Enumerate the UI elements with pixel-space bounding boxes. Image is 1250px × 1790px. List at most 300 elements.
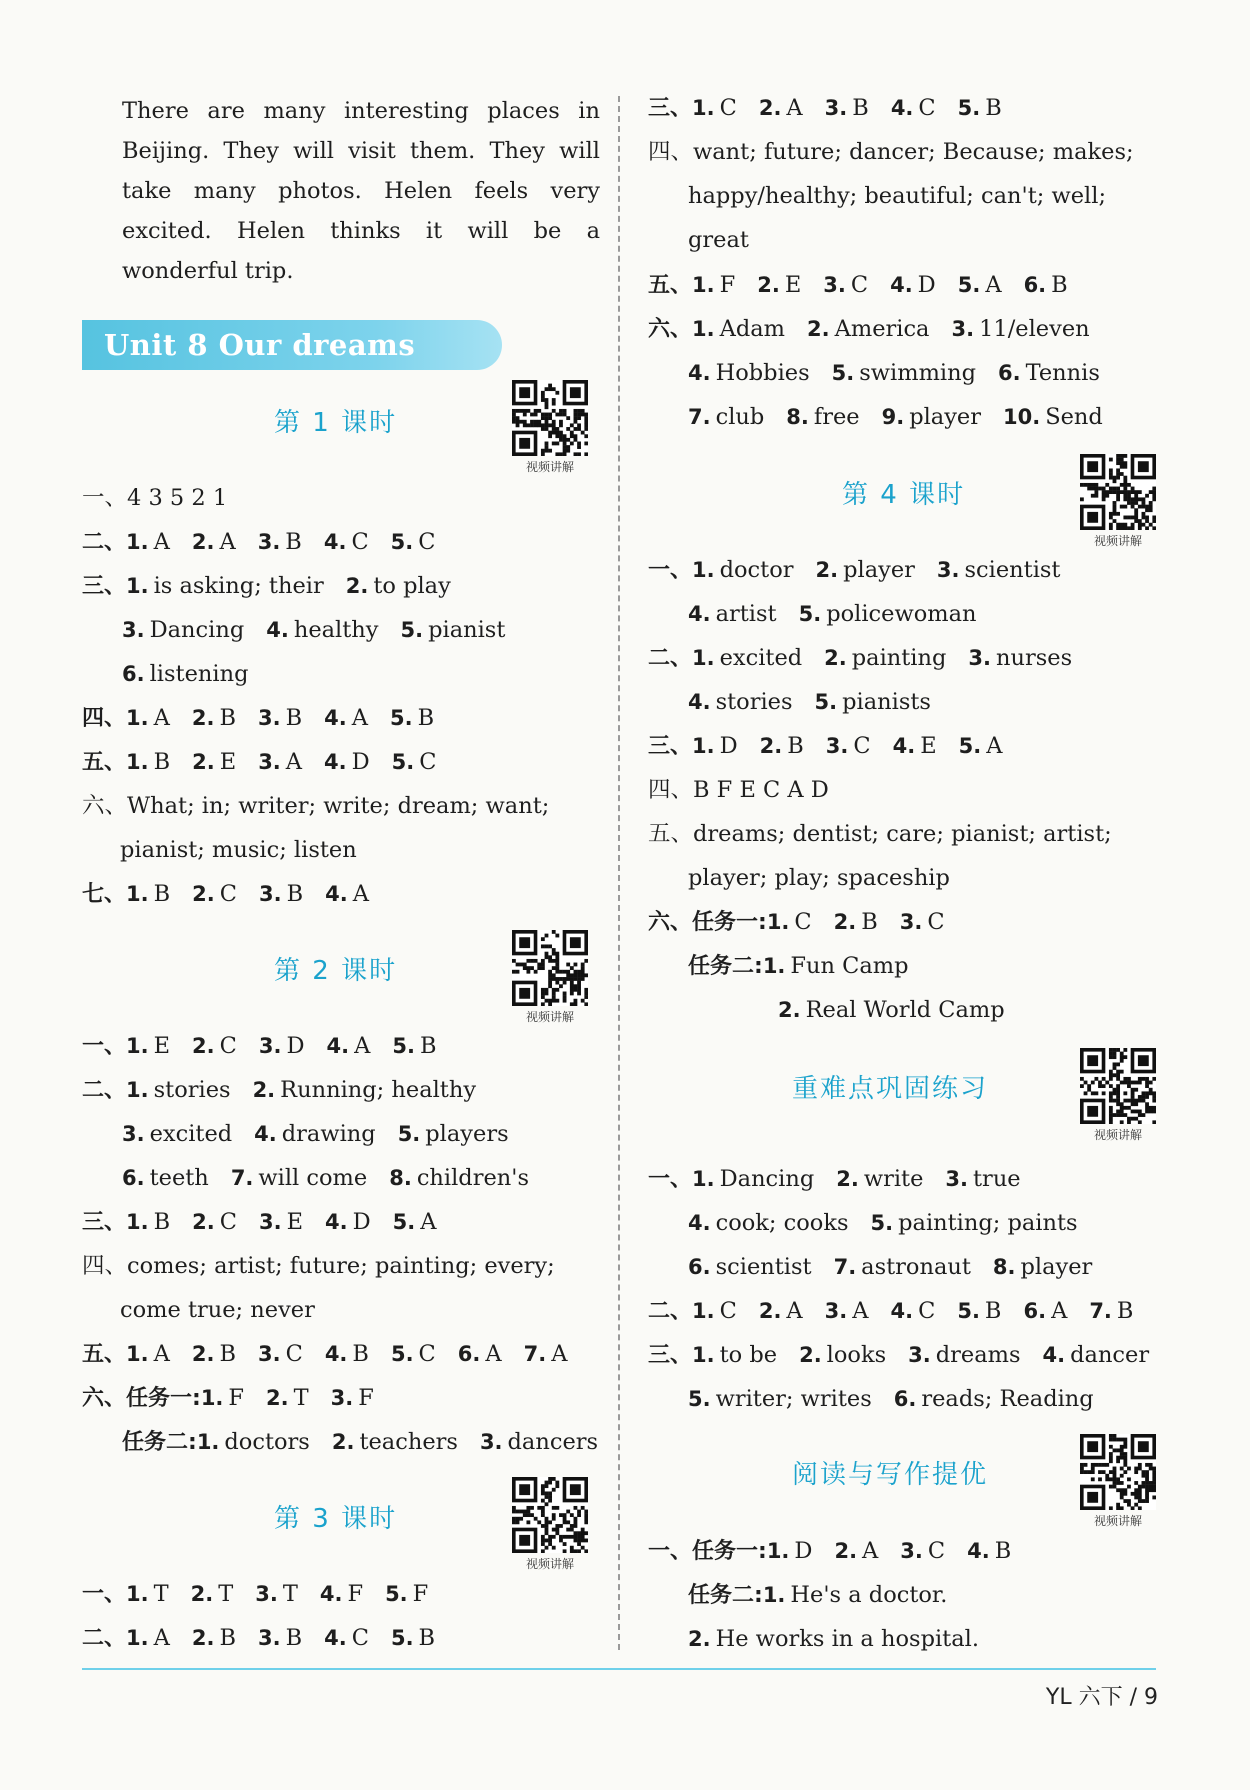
item-answer: A <box>551 1341 568 1367</box>
item-number: 3. <box>968 646 991 670</box>
item-answer: C <box>285 1341 303 1367</box>
item-number: 2. <box>190 1582 214 1606</box>
item-answer: C <box>794 909 812 935</box>
item-number: 3. <box>258 1626 281 1650</box>
item-number: 5. <box>400 618 424 642</box>
item-number: 4. <box>325 882 348 906</box>
item-number: 5. <box>814 690 838 714</box>
answer-line <box>82 1623 435 1654</box>
question-marker: 三、 <box>82 1210 127 1235</box>
item-number: 2. <box>192 750 215 774</box>
item-number: 5. <box>957 273 981 297</box>
answer-line: great <box>688 227 749 253</box>
item-number: 5. <box>391 750 415 774</box>
answer-line <box>122 659 248 689</box>
item-answer: He's a doctor. <box>790 1582 948 1608</box>
item-answer: A <box>219 529 236 555</box>
item-answer: C <box>219 1033 237 1059</box>
item-number: 8. <box>992 1255 1016 1279</box>
item-answer: painting; paints <box>898 1210 1078 1236</box>
question-marker: 一、 <box>648 558 693 583</box>
answer-line <box>82 527 435 558</box>
question-marker: 二、 <box>82 1078 127 1103</box>
footer-rule <box>82 1668 1156 1670</box>
item-number: 3. <box>330 1386 354 1410</box>
item-number: 3. <box>255 1582 278 1606</box>
item-number: 5. <box>389 706 413 730</box>
item-answer: C <box>418 529 436 555</box>
intro-line: Beijing. They will visit them. They will <box>122 138 600 164</box>
qr-code-icon <box>1080 1048 1156 1124</box>
item-number: 2. <box>191 1342 215 1366</box>
item-number: 4. <box>688 1211 711 1235</box>
item-answer: to play <box>373 573 451 599</box>
item-answer: pianists <box>842 689 931 715</box>
item-number: 4. <box>325 1210 348 1234</box>
item-answer: write <box>863 1166 924 1192</box>
section-heading-review: 重难点巩固练习 <box>792 1074 989 1104</box>
qr-code[interactable] <box>512 380 588 475</box>
item-answer: reads; Reading <box>921 1386 1094 1412</box>
item-answer: C <box>918 95 936 121</box>
question-marker: 二、 <box>82 530 127 555</box>
item-number: 4. <box>688 690 711 714</box>
answer-line: 五、dreams; dentist; care; pianist; artist; <box>648 821 1112 847</box>
answer-line <box>648 270 1068 301</box>
item-answer: F <box>719 272 736 298</box>
question-marker: 七、 <box>82 882 127 907</box>
answer-line <box>688 1624 979 1654</box>
answer-line: come true; never <box>120 1297 315 1323</box>
answer-line <box>778 995 1005 1025</box>
item-answer: B <box>787 733 804 759</box>
answer-line <box>648 1164 1021 1195</box>
item-answer: B <box>1051 272 1068 298</box>
item-number: 3. <box>122 1122 145 1146</box>
answer-line: 四、want; future; dancer; Because; makes; <box>648 139 1134 165</box>
item-number: 6. <box>457 1342 481 1366</box>
answer-line <box>82 571 451 602</box>
item-number: 2. <box>191 530 215 554</box>
item-answer: B <box>418 1625 436 1651</box>
item-answer: B <box>153 1209 171 1235</box>
item-answer: is asking; their <box>153 573 324 599</box>
item-answer: B <box>1116 1298 1134 1324</box>
question-marker: 一、 <box>648 1167 693 1192</box>
item-answer: 11/eleven <box>979 316 1090 342</box>
answer-line <box>648 93 1002 124</box>
item-answer: player <box>1020 1254 1093 1280</box>
answer-line <box>122 1163 529 1193</box>
answer-line <box>82 1579 428 1610</box>
item-number: 2. <box>757 273 780 297</box>
answer-line <box>122 1427 598 1458</box>
item-answer: will come <box>258 1165 368 1191</box>
question-marker: 任务二: <box>122 1430 197 1455</box>
item-answer: true <box>973 1166 1021 1192</box>
item-number: 5. <box>385 1582 408 1606</box>
question-marker: 三、 <box>648 1343 693 1368</box>
item-answer: A <box>153 705 170 731</box>
item-number: 6. <box>998 361 1021 385</box>
item-number: 1. <box>126 706 149 730</box>
item-answer: B <box>985 95 1002 121</box>
question-marker: 一、 <box>82 1582 127 1607</box>
item-answer: D <box>351 749 370 775</box>
item-answer: dreams <box>935 1342 1021 1368</box>
section-heading-lesson4: 第 4 课时 <box>842 480 966 510</box>
section-heading-reading: 阅读与写作提优 <box>792 1460 989 1490</box>
item-answer: Adam <box>719 316 786 342</box>
qr-caption: 视频讲解 <box>1093 1128 1142 1142</box>
qr-code[interactable] <box>1080 1048 1156 1143</box>
item-number: 8. <box>786 405 809 429</box>
item-answer: C <box>419 749 437 775</box>
qr-caption: 视频讲解 <box>525 1557 574 1571</box>
item-number: 3. <box>258 1342 281 1366</box>
item-number: 4. <box>967 1539 990 1563</box>
section-heading-lesson2: 第 2 课时 <box>274 956 398 986</box>
item-number: 3. <box>257 530 281 554</box>
item-number: 7. <box>523 1342 547 1366</box>
item-number: 5. <box>390 1342 414 1366</box>
qr-code[interactable] <box>512 1477 588 1572</box>
question-marker: 二、 <box>82 1626 127 1651</box>
item-number: 3. <box>945 1167 969 1191</box>
answer-line <box>82 1339 567 1370</box>
item-answer: artist <box>715 601 777 627</box>
item-number: 3. <box>825 734 849 758</box>
item-answer: Tennis <box>1025 360 1100 386</box>
item-number: 5. <box>392 1034 415 1058</box>
item-number: 7. <box>833 1255 857 1279</box>
question-marker: 三、 <box>648 734 693 759</box>
section-heading-lesson3: 第 3 课时 <box>274 1504 398 1534</box>
item-answer: E <box>153 1033 171 1059</box>
question-marker: 三、 <box>648 96 693 121</box>
item-answer: A <box>153 1625 170 1651</box>
item-number: 5. <box>390 1626 414 1650</box>
item-number: 4. <box>324 750 347 774</box>
answer-line <box>648 1340 1149 1371</box>
question-marker: 任务二: <box>688 954 763 979</box>
question-marker: 二、 <box>648 646 693 671</box>
answer-line: pianist; music; listen <box>120 837 357 863</box>
answer-line <box>688 358 1100 388</box>
item-number: 2. <box>192 882 215 906</box>
answer-line <box>648 907 945 938</box>
answer-line <box>82 1383 374 1414</box>
answer-line <box>82 1075 476 1106</box>
item-number: 5. <box>870 1211 894 1235</box>
qr-code[interactable] <box>1080 1434 1156 1529</box>
item-number: 2. <box>191 706 215 730</box>
item-answer: B <box>984 1298 1002 1324</box>
item-number: 3. <box>824 1299 848 1323</box>
answer-line <box>82 1031 436 1062</box>
item-answer: B <box>352 1341 369 1367</box>
item-answer: listening <box>149 661 249 687</box>
qr-caption: 视频讲解 <box>525 460 574 474</box>
item-number: 3. <box>899 910 923 934</box>
item-answer: writer; writes <box>715 1386 872 1412</box>
item-number: 2. <box>815 558 839 582</box>
item-number: 2. <box>807 317 830 341</box>
item-number: 5. <box>392 1210 416 1234</box>
item-answer: cook; cooks <box>715 1210 849 1236</box>
qr-code-icon <box>512 380 588 456</box>
item-number: 4. <box>254 1122 277 1146</box>
item-answer: policewoman <box>826 601 977 627</box>
item-number: 2. <box>833 910 857 934</box>
qr-caption: 视频讲解 <box>525 1010 574 1024</box>
item-answer: F <box>228 1385 245 1411</box>
column-divider <box>618 96 620 1650</box>
item-number: 5. <box>798 602 822 626</box>
answer-line <box>648 731 1002 762</box>
item-number: 10. <box>1003 405 1041 429</box>
intro-line: There are many interesting places in <box>122 98 600 124</box>
item-answer: C <box>918 1298 936 1324</box>
qr-code[interactable] <box>512 930 588 1025</box>
answer-line <box>648 1296 1133 1327</box>
item-answer: Running; healthy <box>280 1077 477 1103</box>
item-number: 2. <box>192 1034 215 1058</box>
item-answer: stories <box>715 689 793 715</box>
item-number: 6. <box>122 662 145 686</box>
item-number: 3. <box>258 1210 282 1234</box>
item-answer: looks <box>826 1342 887 1368</box>
item-answer: B <box>417 705 435 731</box>
qr-code-icon <box>512 930 588 1006</box>
item-answer: Fun Camp <box>790 953 909 979</box>
item-number: 1. <box>126 1034 149 1058</box>
item-answer: to be <box>719 1342 778 1368</box>
item-number: 3. <box>951 317 975 341</box>
item-answer: B <box>419 1033 437 1059</box>
item-number: 5. <box>397 1122 421 1146</box>
item-number: 1. <box>692 558 715 582</box>
unit-banner <box>82 320 502 370</box>
item-number: 2. <box>345 574 369 598</box>
question-marker: 五、 <box>648 273 693 298</box>
item-answer: dancers <box>507 1429 599 1455</box>
item-number: 1. <box>126 1078 149 1102</box>
item-number: 3. <box>122 618 145 642</box>
item-answer: stories <box>153 1077 231 1103</box>
item-number: 1. <box>766 1539 790 1563</box>
item-answer: Send <box>1045 404 1103 430</box>
item-answer: dancer <box>1070 1342 1150 1368</box>
item-number: 3. <box>908 1343 931 1367</box>
item-number: 4. <box>266 618 289 642</box>
item-number: 2. <box>824 646 847 670</box>
item-answer: astronaut <box>861 1254 971 1280</box>
item-answer: excited <box>719 645 803 671</box>
item-number: 7. <box>230 1166 254 1190</box>
item-answer: A <box>786 1298 803 1324</box>
item-number: 1. <box>692 646 715 670</box>
answer-line <box>688 1252 1092 1282</box>
item-number: 7. <box>1089 1299 1112 1323</box>
item-answer: D <box>794 1538 813 1564</box>
item-answer: D <box>917 272 936 298</box>
question-marker: 六、 <box>648 317 693 342</box>
item-answer: A <box>153 529 170 555</box>
question-marker: 五、 <box>82 750 127 775</box>
item-number: 3. <box>823 273 846 297</box>
item-answer: A <box>786 95 803 121</box>
item-answer: A <box>351 705 368 731</box>
item-number: 9. <box>881 405 905 429</box>
question-marker: 三、 <box>82 574 127 599</box>
answer-line <box>688 1384 1094 1414</box>
item-number: 1. <box>126 1626 149 1650</box>
item-answer: B <box>219 705 236 731</box>
item-number: 2. <box>266 1386 289 1410</box>
answer-line <box>688 1208 1078 1238</box>
item-answer: drawing <box>281 1121 376 1147</box>
item-number: 3. <box>258 706 281 730</box>
item-answer: America <box>834 316 930 342</box>
item-answer: club <box>715 404 765 430</box>
item-number: 4. <box>324 706 347 730</box>
item-number: 1. <box>196 1430 220 1454</box>
item-number: 3. <box>258 750 281 774</box>
item-answer: doctors <box>224 1429 310 1455</box>
item-answer: C <box>850 272 869 298</box>
item-number: 3. <box>900 1539 923 1563</box>
item-number: 1. <box>692 317 715 341</box>
item-number: 1. <box>692 734 715 758</box>
item-answer: B <box>153 749 171 775</box>
item-answer: B <box>285 705 303 731</box>
item-number: 6. <box>893 1387 917 1411</box>
qr-code-icon <box>512 1477 588 1553</box>
item-number: 4. <box>688 602 711 626</box>
intro-line: take many photos. Helen feels very <box>122 178 600 204</box>
qr-code[interactable] <box>1080 454 1156 549</box>
answer-line: 四、B F E C A D <box>648 777 829 803</box>
item-answer: A <box>862 1538 879 1564</box>
item-number: 2. <box>834 1539 858 1563</box>
item-number: 4. <box>319 1582 343 1606</box>
answer-line <box>688 951 909 982</box>
question-marker: 四、 <box>82 706 127 731</box>
item-number: 1. <box>692 96 715 120</box>
item-number: 2. <box>688 1627 711 1651</box>
question-marker: 六、任务一: <box>648 910 767 935</box>
item-number: 1. <box>126 530 149 554</box>
answer-line <box>122 615 505 645</box>
answer-line <box>122 1119 509 1149</box>
item-number: 1. <box>126 750 149 774</box>
item-answer: C <box>219 881 237 907</box>
answer-line <box>688 1580 947 1611</box>
item-answer: Dancing <box>149 617 245 643</box>
answer-line <box>82 879 369 910</box>
question-marker: 一、任务一: <box>648 1539 767 1564</box>
item-number: 1. <box>126 882 149 906</box>
qr-caption: 视频讲解 <box>1093 1514 1142 1528</box>
item-number: 1. <box>692 1343 715 1367</box>
intro-line: wonderful trip. <box>122 258 294 284</box>
item-answer: E <box>784 272 802 298</box>
item-answer: B <box>994 1538 1012 1564</box>
item-number: 2. <box>758 1299 782 1323</box>
item-answer: T <box>218 1581 234 1607</box>
item-answer: F <box>412 1581 429 1607</box>
item-answer: scientist <box>715 1254 812 1280</box>
item-number: 6. <box>122 1166 145 1190</box>
item-answer: C <box>219 1209 237 1235</box>
item-number: 5. <box>957 1299 980 1323</box>
intro-line: excited. Helen thinks it will be a <box>122 218 600 244</box>
item-number: 2. <box>836 1167 859 1191</box>
item-number: 1. <box>762 1583 786 1607</box>
answer-line <box>82 703 434 734</box>
item-answer: A <box>1051 1298 1068 1324</box>
answer-line <box>688 402 1103 432</box>
item-number: 7. <box>688 405 711 429</box>
item-number: 5. <box>831 361 855 385</box>
item-answer: free <box>813 404 860 430</box>
item-answer: player <box>909 404 981 430</box>
item-answer: B <box>219 1341 236 1367</box>
answer-line: player; play; spaceship <box>688 865 950 891</box>
item-answer: C <box>351 1625 369 1651</box>
item-number: 1. <box>126 574 149 598</box>
item-answer: B <box>285 529 302 555</box>
item-answer: players <box>425 1121 509 1147</box>
item-number: 4. <box>890 273 913 297</box>
item-number: 2. <box>758 96 782 120</box>
item-number: 3. <box>824 96 848 120</box>
item-number: 4. <box>324 1342 348 1366</box>
item-answer: C <box>853 733 871 759</box>
item-answer: F <box>347 1581 364 1607</box>
item-number: 2. <box>252 1078 276 1102</box>
item-answer: A <box>420 1209 437 1235</box>
item-number: 1. <box>692 1299 715 1323</box>
answer-line <box>648 643 1072 674</box>
qr-code-icon <box>1080 1434 1156 1510</box>
answer-line <box>648 555 1060 586</box>
item-answer: F <box>358 1385 374 1411</box>
item-answer: C <box>719 1298 737 1324</box>
item-answer: scientist <box>964 557 1061 583</box>
item-number: 4. <box>688 361 711 385</box>
item-answer: T <box>153 1581 169 1607</box>
item-number: 1. <box>762 954 786 978</box>
question-marker: 一、 <box>82 1034 127 1059</box>
qr-caption: 视频讲解 <box>1093 534 1142 548</box>
item-answer: excited <box>149 1121 233 1147</box>
item-number: 1. <box>766 910 790 934</box>
item-number: 2. <box>192 1210 215 1234</box>
item-number: 2. <box>191 1626 215 1650</box>
item-answer: T <box>293 1385 309 1411</box>
answer-line: 一、4 3 5 2 1 <box>82 485 228 511</box>
item-answer: teeth <box>149 1165 209 1191</box>
item-answer: C <box>927 1538 946 1564</box>
item-answer: A <box>285 749 303 775</box>
item-number: 3. <box>258 882 282 906</box>
item-answer: A <box>986 733 1003 759</box>
answer-line <box>688 599 977 629</box>
item-answer: E <box>920 733 937 759</box>
item-answer: A <box>485 1341 502 1367</box>
